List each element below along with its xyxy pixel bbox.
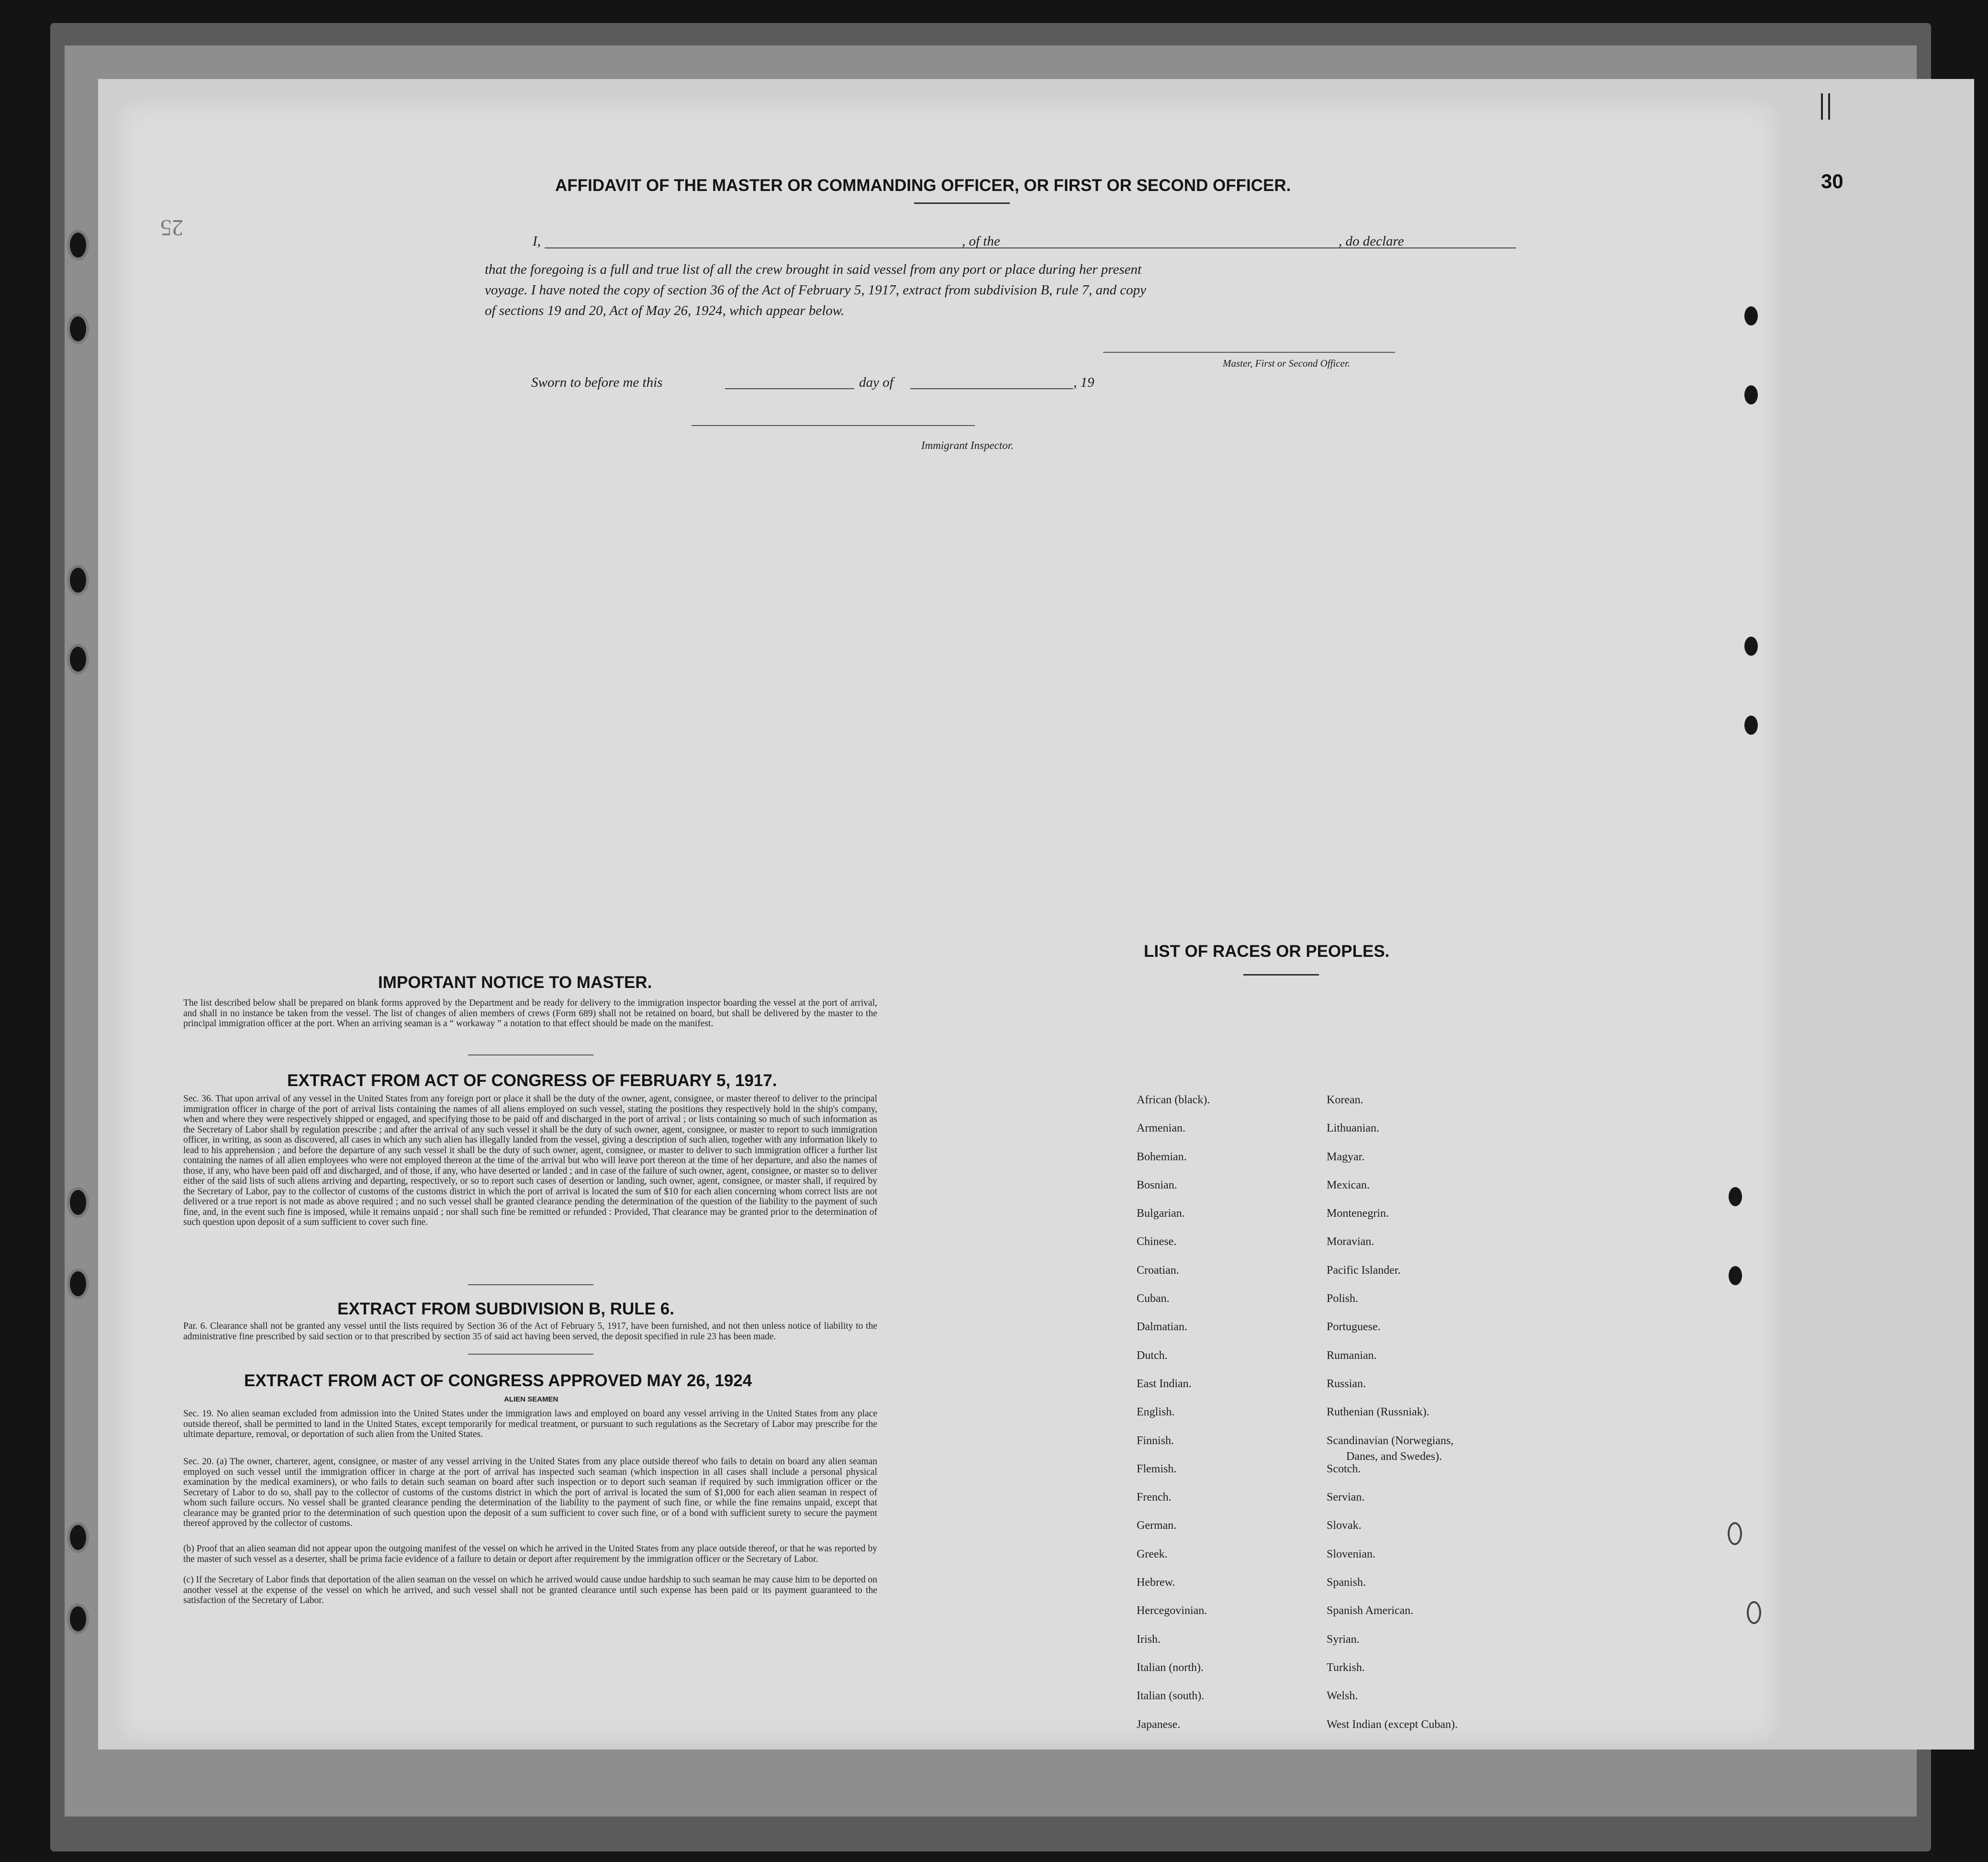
rule-6-title: EXTRACT FROM SUBDIVISION B, RULE 6. bbox=[337, 1300, 674, 1318]
affidavit-page bbox=[115, 98, 1780, 1745]
race-item: Dalmatian. bbox=[1137, 1321, 1187, 1334]
binder-hole-icon bbox=[67, 230, 89, 260]
binder-hole-icon bbox=[67, 644, 89, 674]
race-item: Scotch. bbox=[1327, 1462, 1361, 1475]
race-item: Bohemian. bbox=[1137, 1150, 1187, 1163]
race-item: East Indian. bbox=[1137, 1377, 1192, 1390]
act-1924-sec19: Sec. 19. No alien seaman excluded from admission into the United States under the immigration laws and employed on board any vessel arriving in the United States from any place outside thereof, shall be permitted to land in the United States, except temporarily for medical treatment, or pursuant to such regulations as the Secretary of Labor may prescribe for the ultimate departure, removal, or deportation of such alien from the United States. bbox=[183, 1409, 877, 1439]
affidavit-line1-of: , of the bbox=[962, 234, 1000, 249]
race-item: Moravian. bbox=[1327, 1235, 1374, 1248]
race-item: Dutch. bbox=[1137, 1349, 1168, 1362]
race-item: Mexican. bbox=[1327, 1178, 1370, 1191]
affidavit-line1-end: , do declare bbox=[1339, 234, 1404, 249]
sworn-start: Sworn to before me this bbox=[531, 375, 663, 390]
rule-6-text: Par. 6. Clearance shall not be granted any vessel until the lists required by Section 36 of the Act of February 5, 1917, have been furnished, and not then unless notice of liability to the administrative fine prescribed by said section or to that prescribed by section 35 of said act having been served, the deposit specified in rule 23 has been made. bbox=[183, 1321, 877, 1342]
binder-hole-icon bbox=[1729, 1266, 1742, 1285]
race-item: German. bbox=[1137, 1519, 1177, 1532]
corner-note: 25 bbox=[160, 215, 183, 240]
act-1924-title: EXTRACT FROM ACT OF CONGRESS APPROVED MAY 26, 1924 bbox=[244, 1371, 752, 1390]
section-divider bbox=[468, 1354, 593, 1355]
act-1924-sec20b: (b) Proof that an alien seaman did not appear upon the outgoing manifest of the vessel on which he arrived in the United States from any place outside thereof, or that he was reported by the master of such vessel as a deserter, shall be prima facie evidence of a failure to detain or deport after requirement by the immigration officer or the Secretary of Labor. bbox=[183, 1544, 877, 1564]
race-item: Polish. bbox=[1327, 1292, 1359, 1305]
notice-title: IMPORTANT NOTICE TO MASTER. bbox=[378, 973, 652, 992]
vessel-name-field bbox=[1026, 247, 1516, 248]
race-item: Syrian. bbox=[1327, 1633, 1360, 1646]
binder-hole-icon bbox=[1729, 1187, 1742, 1206]
races-title: LIST OF RACES OR PEOPLES. bbox=[1144, 942, 1390, 961]
race-item: Welsh. bbox=[1327, 1690, 1358, 1703]
binder-hole-icon bbox=[67, 1268, 89, 1299]
race-item: Korean. bbox=[1327, 1094, 1363, 1106]
affidavit-body-line2: voyage. I have noted the copy of section 36 of the Act of February 5, 1917, extract from subdivision B, rule 7, and copy bbox=[485, 282, 1147, 298]
inspector-signature-line bbox=[692, 425, 975, 426]
binder-hole-icon bbox=[1744, 385, 1758, 404]
race-item: West Indian (except Cuban). bbox=[1327, 1718, 1458, 1731]
binder-hole-icon bbox=[67, 1522, 89, 1553]
officer-caption: Master, First or Second Officer. bbox=[1223, 358, 1350, 369]
inspector-caption: Immigrant Inspector. bbox=[921, 439, 1014, 451]
race-item: Spanish. bbox=[1327, 1576, 1366, 1589]
edge-mark bbox=[1821, 93, 1823, 120]
race-item: Pacific Islander. bbox=[1327, 1264, 1401, 1277]
sworn-day-label: day of bbox=[859, 375, 893, 390]
officer-signature-line bbox=[1103, 352, 1395, 353]
race-item: Italian (north). bbox=[1137, 1661, 1204, 1674]
race-item: Rumanian. bbox=[1327, 1349, 1377, 1362]
race-item: Lithuanian. bbox=[1327, 1122, 1379, 1135]
race-item: Greek. bbox=[1137, 1548, 1168, 1560]
notice-text: The list described below shall be prepared on blank forms approved by the Department and be ready for delivery to the immigration inspector boarding the vessel at the port of arrival, and shall in no instance be taken from the vessel. The list of changes of alien members of crews (Form 689) shall not be retained on board, but shall be delivered by the master to the principal immigration officer at the port. When an arriving seaman is a “ workaway ” a notation to that effect should be made on the manifest. bbox=[183, 998, 877, 1029]
race-item: Armenian. bbox=[1137, 1122, 1185, 1135]
binder-hole-icon bbox=[67, 314, 89, 344]
binder-hole-icon bbox=[1728, 1522, 1742, 1545]
race-item: Irish. bbox=[1137, 1633, 1161, 1646]
declarant-name-field bbox=[545, 247, 1085, 248]
affidavit-title: AFFIDAVIT OF THE MASTER OR COMMANDING OFFICER, OR FIRST OR SECOND OFFICER. bbox=[555, 176, 1291, 195]
race-item: Ruthenian (Russniak). bbox=[1327, 1406, 1430, 1419]
race-item: Cuban. bbox=[1137, 1292, 1170, 1305]
affidavit-title-rule bbox=[914, 202, 1010, 204]
edge-mark bbox=[1828, 93, 1830, 120]
race-item: Hebrew. bbox=[1137, 1576, 1175, 1589]
sworn-month-field bbox=[910, 388, 1073, 389]
race-item: Croatian. bbox=[1137, 1264, 1179, 1277]
race-item: Finnish. bbox=[1137, 1434, 1174, 1447]
binder-hole-icon bbox=[1744, 716, 1758, 735]
act-1917-title: EXTRACT FROM ACT OF CONGRESS OF FEBRUARY 5, 1917. bbox=[287, 1071, 777, 1090]
section-divider bbox=[468, 1054, 593, 1055]
act-1924-sec20a: Sec. 20. (a) The owner, charterer, agent, consignee, or master of any vessel arriving in the United States from any place outside thereof who fails to detain on board any alien seaman employed on such vessel until the immigration officer in charge at the port of arrival has inspected such seaman (which inspection in all cases shall include a personal physical examination by the medical examiners), or who fails to detain such seaman on board after such inspection or to deport such seaman if required by such immigration officer or the Secretary of Labor to do so, shall pay to the collector of customs of the customs district in which the port of arrival is located the sum of $1,000 for each alien seaman in respect of whom such failure occurs. No vessel shall be granted clearance pending the determination of the liability to the payment of such fine, or while the fine remains unpaid, except that clearance may be granted prior to the determination of such question upon the deposit of a sum sufficient to cover such fine, or of a bond with sufficient surety to secure the payment thereof approved by the collector of customs. bbox=[183, 1457, 877, 1528]
sworn-year: , 19 bbox=[1073, 375, 1095, 390]
binder-hole-icon bbox=[1747, 1601, 1761, 1624]
affidavit-line1-start: I, bbox=[533, 234, 541, 249]
binder-hole-icon bbox=[67, 565, 89, 595]
race-item: Bosnian. bbox=[1137, 1178, 1177, 1191]
sworn-day-field bbox=[725, 388, 854, 389]
race-item: Slovak. bbox=[1327, 1519, 1362, 1532]
race-item: Chinese. bbox=[1137, 1235, 1177, 1248]
race-item: Slovenian. bbox=[1327, 1548, 1375, 1560]
race-item: Scandinavian (Norwegians, bbox=[1327, 1434, 1454, 1447]
binder-hole-icon bbox=[1744, 306, 1758, 325]
affidavit-body-line1: that the foregoing is a full and true list of all the crew brought in said vessel from any port or place during her present bbox=[485, 262, 1142, 277]
races-title-rule bbox=[1243, 974, 1319, 976]
page-number: 30 bbox=[1821, 170, 1843, 192]
act-1917-text: Sec. 36. That upon arrival of any vessel in the United States from any foreign port or place it shall be the duty of the owner, agent, consignee, or master thereof to deliver to the principal immigration officer in charge of the port of arrival lists containing the names of all aliens employed on such vessel, stating the positions they respectively hold in the ship's company, when and where they were respectively shipped or engaged, and specifying those to be paid off and discharged in the port of arrival ; or lists containing so much of such information as the Secretary of Labor shall by regulation prescribe ; and after the arrival of any such vessel it shall be the duty of such owner, agent, consignee, or master to report to such immigration officer, in writing, as soon as discovered, all cases in which any such alien has illegally landed from the vessel, giving a description of such alien, together with any information likely to lead to his apprehension ; and before the departure of any such vessel it shall be the duty of such owner, agent, consignee, or master to deliver to such immigration officer a further list containing the names of all alien employees who were not employed thereon at the time of the arrival but who will leave port thereon at the time of her departure, and also the names of those, if any, who have been paid off and discharged, and of those, if any, who have deserted or landed ; and in case of the failure of such owner, agent, consignee, or master so to deliver either of the said lists of such aliens arriving and departing, respectively, or so to report such cases of desertion or landing, such owner, agent, consignee, or master shall, if required by the Secretary of Labor, pay to the collector of customs of the customs district in which the port of arrival is located the sum of $10 for each alien concerning whom correct lists are not delivered or a true report is not made as above required ; and no such vessel shall be granted clearance pending the determination of the question of the liability to the payment of such fine, and, in the event such fine is imposed, while it remains unpaid ; nor shall such fine be remitted or refunded : Provided, That clearance may be granted prior to the determination of such question upon deposit of a sum sufficient to cover such fine. bbox=[183, 1094, 877, 1227]
race-item: Turkish. bbox=[1327, 1661, 1365, 1674]
races-right-column bbox=[1327, 1094, 1458, 1747]
race-item: Japanese. bbox=[1137, 1718, 1181, 1731]
race-item: Flemish. bbox=[1137, 1462, 1177, 1475]
binder-hole-icon bbox=[67, 1604, 89, 1634]
race-item: African (black). bbox=[1137, 1094, 1210, 1106]
binder-hole-icon bbox=[1744, 637, 1758, 656]
race-item: French. bbox=[1137, 1491, 1172, 1504]
scandinavian-continuation: Danes, and Swedes). bbox=[1346, 1450, 1442, 1463]
race-item: Magyar. bbox=[1327, 1150, 1365, 1163]
race-item: Montenegrin. bbox=[1327, 1207, 1389, 1220]
act-1924-sec20c: (c) If the Secretary of Labor finds that deportation of the alien seaman on the vessel on which he arrived would cause undue hardship to such seaman he may cause him to be deported on another vessel at the expense of the vessel on which he arrived, and such vessel shall not be granted clearance until such expense has been paid or its payment guaranteed to the satisfaction of the Secretary of Labor. bbox=[183, 1575, 877, 1605]
race-item: Bulgarian. bbox=[1137, 1207, 1185, 1220]
race-item: Russian. bbox=[1327, 1377, 1366, 1390]
race-item: English. bbox=[1137, 1406, 1175, 1419]
section-divider bbox=[468, 1284, 593, 1285]
race-item: Spanish American. bbox=[1327, 1604, 1414, 1617]
race-item: Servian. bbox=[1327, 1491, 1365, 1504]
race-item: Portuguese. bbox=[1327, 1321, 1381, 1334]
races-left-column bbox=[1137, 1094, 1210, 1747]
race-item: Hercegovinian. bbox=[1137, 1604, 1207, 1617]
binder-hole-icon bbox=[67, 1187, 89, 1218]
act-1924-subtitle: ALIEN SEAMEN bbox=[504, 1395, 558, 1403]
race-item: Italian (south). bbox=[1137, 1690, 1205, 1703]
affidavit-body-line3: of sections 19 and 20, Act of May 26, 1924, which appear below. bbox=[485, 303, 845, 318]
